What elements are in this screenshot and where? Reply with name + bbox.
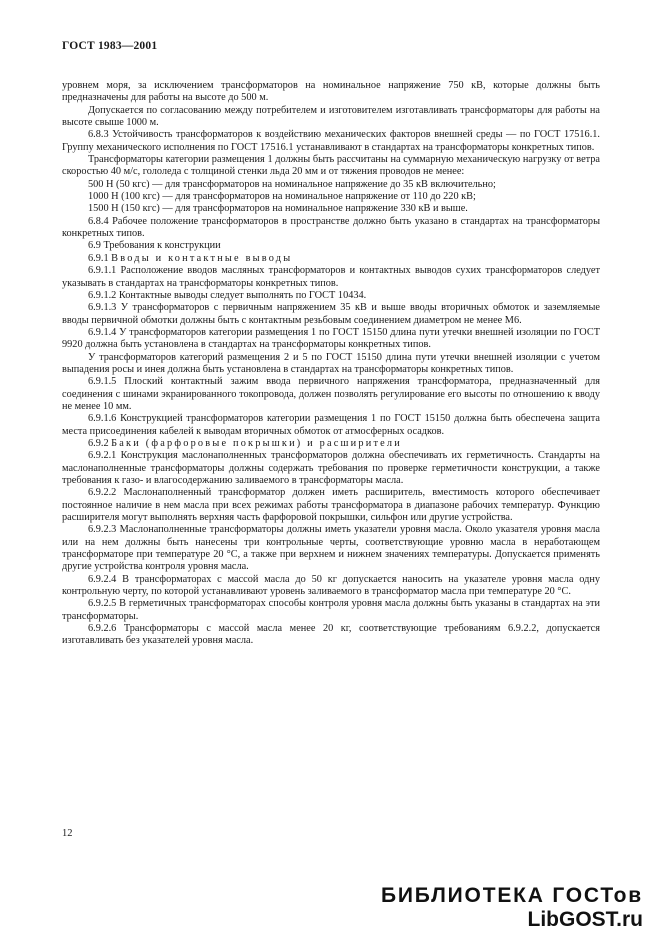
paragraph: 6.9.1.5 Плоский контактный зажим ввода первичного напряжения трансформатора, предназначенный для соединения с шинами экранированного токопровода, должен позволять регулирование его высоты по отношению к вводу не менее 10 мм. [62, 376, 600, 412]
paragraph: 6.8.3 Устойчивость трансформаторов к воздействию механических факторов внешней среды — по ГОСТ 17516.1. Группу механического исполнения по ГОСТ 17516.1 устанавливают в стандартах на трансформаторы конкретных типов. [62, 129, 600, 153]
section-heading [62, 253, 600, 265]
paragraph: 6.9.2.4 В трансформаторах с массой масла до 50 кг допускается наносить на указателе уровня масла одну контрольную черту, по которой устанавливают уровень заливаемого в трансформатор масла при температуре 20 °С. [62, 573, 600, 598]
paragraph: уровнем моря, за исключением трансформаторов на номинальное напряжение 750 кВ, которые должны быть предназначены для работы на высоте до 500 м. [62, 80, 600, 104]
paragraph: 6.9 Требования к конструкции [88, 240, 221, 252]
paragraph: 6.9.1.2 Контактные выводы следует выполнять по ГОСТ 10434. [88, 289, 367, 301]
document-header: ГОСТ 1983—2001 [62, 40, 158, 52]
watermark-brand [381, 884, 643, 932]
paragraph: 6.9.2.2 Маслонаполненный трансформатор должен иметь расширитель, вместимость которого обеспечивает постоянное наличие в нем масла при всех режимах работы трансформатора в диапазоне рабочих температур. Функцию расширителя могут выполнять верхняя часть фарфоровой покрышки, сильфон или другие устройства. [62, 487, 600, 524]
paragraph: 1500 Н (150 кгс) — для трансформаторов на номинальное напряжение 330 кВ и выше. [88, 203, 468, 215]
section-title: Вводы и контактные выводы [111, 252, 293, 264]
paragraph: 6.9.1.3 У трансформаторов с первичным напряжением 35 кВ и выше вводы вторичных обмоток и заземляемые вводы первичной обмотки должны быть с контактным резьбовым соединением диаметром не менее М6. [62, 302, 600, 326]
paragraph: 6.9.1.4 У трансформаторов категории размещения 1 по ГОСТ 15150 длина пути утечки внешней изоляции по ГОСТ 9920 должна быть установлена в стандартах на трансформаторы конкретных типов. [62, 326, 600, 351]
paragraph: 6.9.2.6 Трансформаторы с массой масла менее 20 кг, соответствующие требованиям 6.9.2.2, допускается изготавливать без указателей уровня масла. [62, 623, 600, 647]
brand-site-url: LibGOST.ru [527, 908, 643, 931]
paragraph: 6.9.2.1 Конструкция маслонаполненных трансформаторов должна обеспечивать их герметичность. Стандарты на маслонаполненные трансформаторы должны содержать требования по проверке герметичности конструкции, а также требования к газо- и влагосодержанию заливаемого в трансформаторы масла. [62, 450, 600, 486]
paragraph: 6.9.1.6 Конструкцией трансформаторов категории размещения 1 по ГОСТ 15150 должна быть обеспечена защита места присоединения кабелей к выводам вторичных обмоток от атмосферных осадков. [62, 413, 600, 437]
brand-library-title: БИБЛИОТЕКА ГОСТов [380, 884, 643, 907]
paragraph: 6.8.4 Рабочее положение трансформаторов в пространстве должно быть указано в стандартах на трансформаторы конкретных типов. [62, 215, 600, 240]
paragraph: 6.9.2.3 Маслонаполненные трансформаторы должны иметь указатели уровня масла. Около указателя уровня масла или на нем должны быть нанесены три контрольные черты, соответствующие уровню масла в неработающем трансформаторе при температуре 20 °С, а также при верхнем и нижнем значениях температуры. Допускается применять другие устройства контроля уровня масла. [62, 524, 600, 573]
page-number: 12 [62, 828, 73, 839]
paragraph: 500 Н (50 кгс) — для трансформаторов на номинальное напряжение до 35 кВ включительно; [88, 178, 496, 190]
paragraph: Трансформаторы категории размещения 1 должны быть рассчитаны на суммарную механическую нагрузку от ветра скоростью 40 м/с, гололеда с толщиной стенки льда 20 мм и от тяжения проводов не менее: [62, 154, 600, 178]
paragraph: 6.9.1.1 Расположение вводов масляных трансформаторов и контактных выводов сухих трансформаторов следует указывать в стандартах на трансформаторы конкретных типов. [62, 265, 600, 289]
document-body [62, 80, 600, 648]
paragraph: У трансформаторов категорий размещения 2 и 5 по ГОСТ 15150 длина пути утечки внешней изоляции с учетом выпадения росы и инея должна быть установлена в стандартах на трансформаторы конкретных типов. [62, 351, 600, 375]
section-number: 6.9.2 [88, 437, 112, 449]
paragraph: Допускается по согласованию между потребителем и изготовителем изготавливать трансформаторы для работы на высоте свыше 1000 м. [62, 104, 600, 129]
paragraph: 6.9.2.5 В герметичных трансформаторах способы контроля уровня масла должны быть указаны в стандартах на эти трансформаторы. [62, 598, 600, 622]
section-number: 6.9.1 [88, 252, 112, 264]
section-title: Баки (фарфоровые покрышки) и расширители [111, 437, 402, 449]
section-heading [62, 438, 600, 450]
paragraph: 1000 Н (100 кгс) — для трансформаторов на номинальное напряжение от 110 до 220 кВ; [88, 191, 476, 203]
